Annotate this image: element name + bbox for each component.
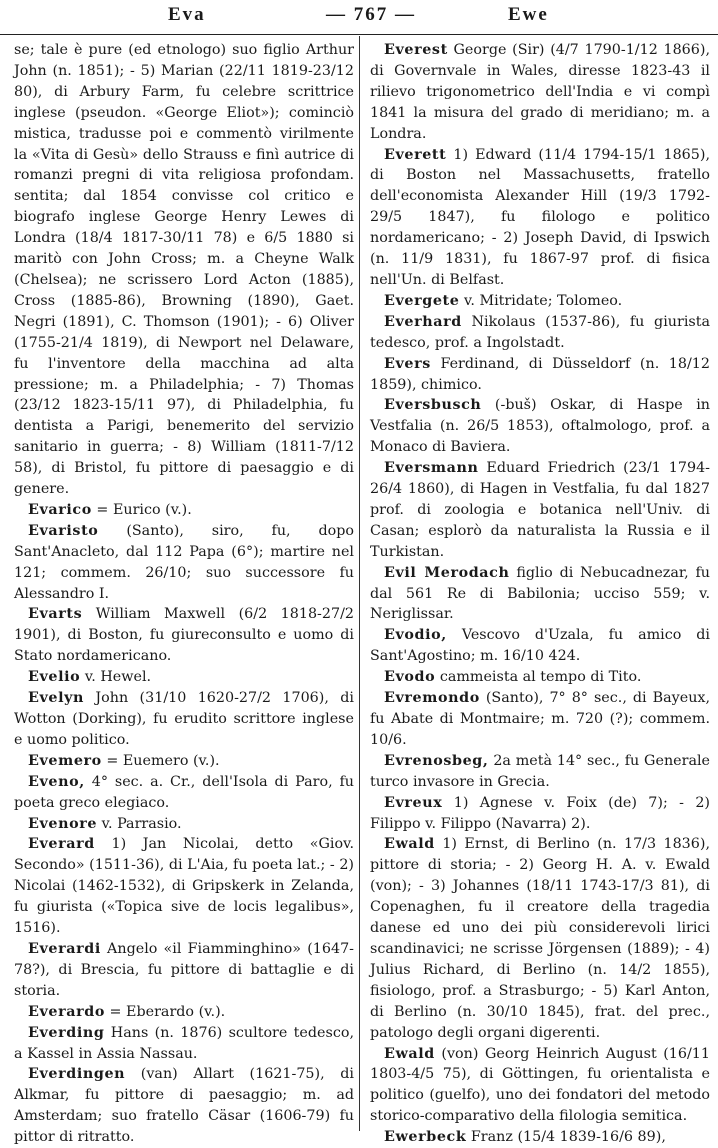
dictionary-entry: [14, 667, 354, 688]
entry-headword: Ewald: [384, 1045, 435, 1062]
entry-headword: Ewald: [384, 836, 435, 853]
entry-headword: Evaristo: [28, 522, 99, 539]
entry-headword: Evrenosbeg,: [384, 752, 489, 769]
entry-text: v. Parrasio.: [101, 815, 182, 832]
entry-text: 1) Ernst, di Berlino (n. 17/3 1836), pittore di storia; - 2) Georg H. A. v. Ewald (von); - 3) Johannes (18/11 1743-17/3 81), di Copenaghen, fu il creatore della tragedia danese ed uno dei più considerevoli lirici scandinavici; ne scrisse Jörgensen (1889); - 4) Julius Richard, di Berlino (n. 14/2 1855), fisiologo, prof. a Strasburgo; - 5) Karl Anton, di Berlino (n. 30/10 1845), frat. del prec., patologo degli organi digerenti.: [370, 836, 710, 1041]
dictionary-entry: [370, 667, 710, 688]
entry-text: (van) Allart (1621-75), di Alkmar, fu pittore di paesaggio; m. ad Amsterdam; suo fratello Cäsar (1606-79) fu pittor di ritratto.: [14, 1066, 354, 1146]
entry-text: (-buš) Oskar, di Haspe in Vestfalia (n. 26/5 1853), oftalmologo, prof. a Monaco di Baviera.: [370, 397, 710, 456]
entry-headword: Everdingen: [28, 1066, 126, 1083]
entry-text: Franz (15/4 1839-16/6 89),: [470, 1129, 666, 1146]
entry-text: = Eberardo (v.).: [109, 1003, 226, 1020]
entry-headword: Evers: [384, 355, 431, 372]
entry-text: Eduard Friedrich (23/1 1794-26/4 1860), di Hagen in Vestfalia, fu dal 1827 prof. di zoologia e botanica nell'Univ. di Casan; esplorò da naturalista la Russia e il Turkistan.: [370, 460, 711, 560]
entry-text: (Santo), siro, fu, dopo Sant'Anacleto, dal 112 Papa (6°); martire nel 121; commem. 26/10; suo successore fu Alessandro I.: [14, 522, 355, 602]
entry-headword: Everest: [384, 42, 448, 58]
entry-headword: Everardi: [28, 940, 101, 957]
dictionary-entry: [14, 1064, 354, 1148]
dictionary-entry: [14, 939, 354, 1002]
dictionary-entry: [14, 1002, 354, 1023]
entry-headword: Evodo: [384, 669, 436, 686]
entry-headword: Eversmann: [384, 460, 479, 477]
dictionary-entry: [370, 354, 710, 396]
entry-headword: Evelio: [28, 669, 81, 686]
right-column: [370, 40, 710, 1148]
dictionary-entry: [14, 1023, 354, 1065]
dictionary-entry: [370, 312, 710, 354]
dictionary-entry: [370, 40, 710, 145]
entry-text: = Eurico (v.).: [96, 501, 192, 518]
dictionary-entry: [14, 834, 354, 939]
entry-text: 2a metà 14° sec., fu Generale turco invasore in Grecia.: [370, 752, 710, 790]
dictionary-entry: [370, 395, 710, 458]
entry-headword: Everding: [28, 1024, 105, 1041]
dictionary-entry: [370, 291, 710, 312]
entry-headword: Everard: [28, 836, 95, 853]
entry-text: figlio di Nebucadnezar, fu dal 561 Re di Babilonia; ucciso 559; v. Neriglissar.: [370, 564, 710, 623]
entry-headword: Evelyn: [28, 690, 85, 707]
page-number: — 767 —: [326, 4, 416, 25]
entry-headword: Evreux: [384, 794, 443, 811]
dictionary-entry: [14, 688, 354, 751]
entry-headword: Evarts: [28, 606, 83, 623]
left-entries: [14, 500, 354, 1148]
column-divider: [359, 36, 360, 1131]
entry-headword: Eversbusch: [384, 397, 482, 414]
entry-headword: Everardo: [28, 1003, 105, 1020]
entry-text: (von) Georg Heinrich August (16/11 1803-4/5 75), di Göttingen, fu orientalista e politico (guelfo), uno dei fondatori del metodo storico-comparativo della filologia semitica.: [370, 1045, 710, 1125]
dictionary-entry: [370, 458, 710, 563]
entry-text: Nikolaus (1537-86), fu giurista tedesco, prof. a Ingolstadt.: [370, 313, 710, 351]
entry-text: William Maxwell (6/2 1818-27/2 1901), di Boston, fu giureconsulto e uomo di Stato nordamericano.: [14, 606, 354, 665]
entry-text: cammeista al tempo di Tito.: [439, 669, 642, 686]
entry-text: Vescovo d'Uzala, fu amico di Sant'Agostino; m. 16/10 424.: [370, 627, 710, 665]
dictionary-entry: [370, 1127, 710, 1148]
entry-headword: Evenore: [28, 815, 98, 832]
dictionary-entry: [370, 1044, 710, 1128]
entry-headword: Evodio,: [384, 627, 447, 644]
entry-headword: Evil Merodach: [384, 564, 510, 581]
entry-headword: Ewerbeck: [384, 1129, 467, 1146]
page-header: [0, 0, 718, 35]
entry-text: 1) Edward (11/4 1794-15/1 1865), di Boston nel Massachusetts, fratello dell'economista Alexander Hill (19/3 1792-29/5 1847), fu filologo e politico nordamericano; - 2) Joseph David, di Ipswich (n. 11/9 1831), fu 1867-97 prof. di fisica nell'Un. di Belfast.: [370, 146, 710, 288]
entry-headword: Evergete: [384, 292, 460, 309]
dictionary-entry: [370, 625, 710, 667]
entry-headword: Evremondo: [384, 690, 480, 707]
dictionary-entry: [14, 751, 354, 772]
entry-text: v. Mitridate; Tolomeo.: [463, 292, 623, 309]
entry-text: Hans (n. 1876) scultore tedesco, a Kassel in Assia Nassau.: [14, 1024, 354, 1062]
dictionary-entry: [14, 500, 354, 521]
dictionary-entry: [14, 604, 354, 667]
entry-text: 4° sec. a. Cr., dell'Isola di Paro, fu poeta greco elegiaco.: [14, 773, 355, 811]
dictionary-entry: [14, 772, 354, 814]
entry-headword: Everhard: [384, 313, 462, 330]
entry-headword: Evarico: [28, 501, 92, 518]
entry-headword: Eveno,: [28, 773, 85, 790]
entry-text: (Santo), 7° 8° sec., di Bayeux, fu Abate di Montmaire; m. 720 (?); commem. 10/6.: [370, 690, 711, 748]
entry-text: 1) Agnese v. Foix (de) 7); - 2) Filippo v. Filippo (Navarra) 2).: [370, 794, 711, 832]
entry-text: George (Sir) (4/7 1790-1/12 1866), di Governvale in Wales, diresse 1823-43 il rilievo trigonometrico dell'India e vi compì 1841 la misura del grado di meridiano; m. a Londra.: [370, 42, 710, 142]
dictionary-entry: [14, 814, 354, 835]
dictionary-entry: [370, 688, 710, 751]
entry-text: John (31/10 1620-27/2 1706), di Wotton (Dorking), fu erudito scrittore inglese e uomo politico.: [14, 690, 354, 748]
dictionary-entry: [370, 751, 710, 793]
entry-headword: Everett: [384, 146, 447, 163]
right-entries: [370, 40, 710, 1148]
entry-headword: Evemero: [28, 752, 102, 769]
continuation-text: se; tale è pure (ed etnologo) suo figlio Arthur John (n. 1851); - 5) Marian (22/11 1819-23/12 80), di Arbury Farm, fu celebre scrittrice inglese (pseudon. «George Eliot»); cominciò mistica, tradusse poi e commentò virilmente la «Vita di Gesù» dello Strauss e finì autrice di romanzi pregni di vita religiosa profondam. sentita; dal 1854 convisse col critico e biografo inglese George Henry Lewes di Londra (18/4 1817-30/11 78) e 6/5 1880 si maritò con John Cross; m. a Cheyne Walk (Chelsea); ne scrissero Lord Acton (1885), Cross (1885-86), Browning (1890), Gaet. Negri (1891), C. Thomson (1901); - 6) Oliver (1755-21/4 1819), di Newport nel Delaware, fu l'inventore della macchina ad alta pressione; m. a Philadelphia; - 7) Thomas (23/12 1823-15/11 97), di Philadelphia, fu dentista a Parigi, benemerito del servizio sanitario in guerra; - 8) William (1811-7/12 58), di Bristol, fu pittore di paesaggio e di genere.: [14, 42, 354, 498]
dictionary-entry: [14, 521, 354, 605]
dictionary-entry: [370, 563, 710, 626]
entry-text: Ferdinand, di Düsseldorf (n. 18/12 1859), chimico.: [370, 355, 710, 393]
dictionary-entry: [370, 834, 710, 1043]
entry-text: 1) Jan Nicolai, detto «Giov. Secondo» (1511-36), di L'Aia, fu poeta lat.; - 2) Nicolai (1462-1532), di Gripskerk in Zelanda, fu giurista («Topica sive de locis legalibus», 1516).: [14, 836, 355, 937]
header-right-guideword: Ewe: [508, 4, 549, 25]
entry-text: Angelo «il Fiamminghino» (1647-78?), di Brescia, fu pittore di battaglie e di storia.: [14, 940, 354, 999]
dictionary-entry: [370, 145, 710, 291]
dictionary-entry: [370, 793, 710, 835]
entry-text: = Euemero (v.).: [106, 752, 220, 769]
entry-text: v. Hewel.: [84, 669, 152, 686]
left-column: [14, 40, 354, 1148]
header-left-guideword: Eva: [168, 4, 206, 25]
